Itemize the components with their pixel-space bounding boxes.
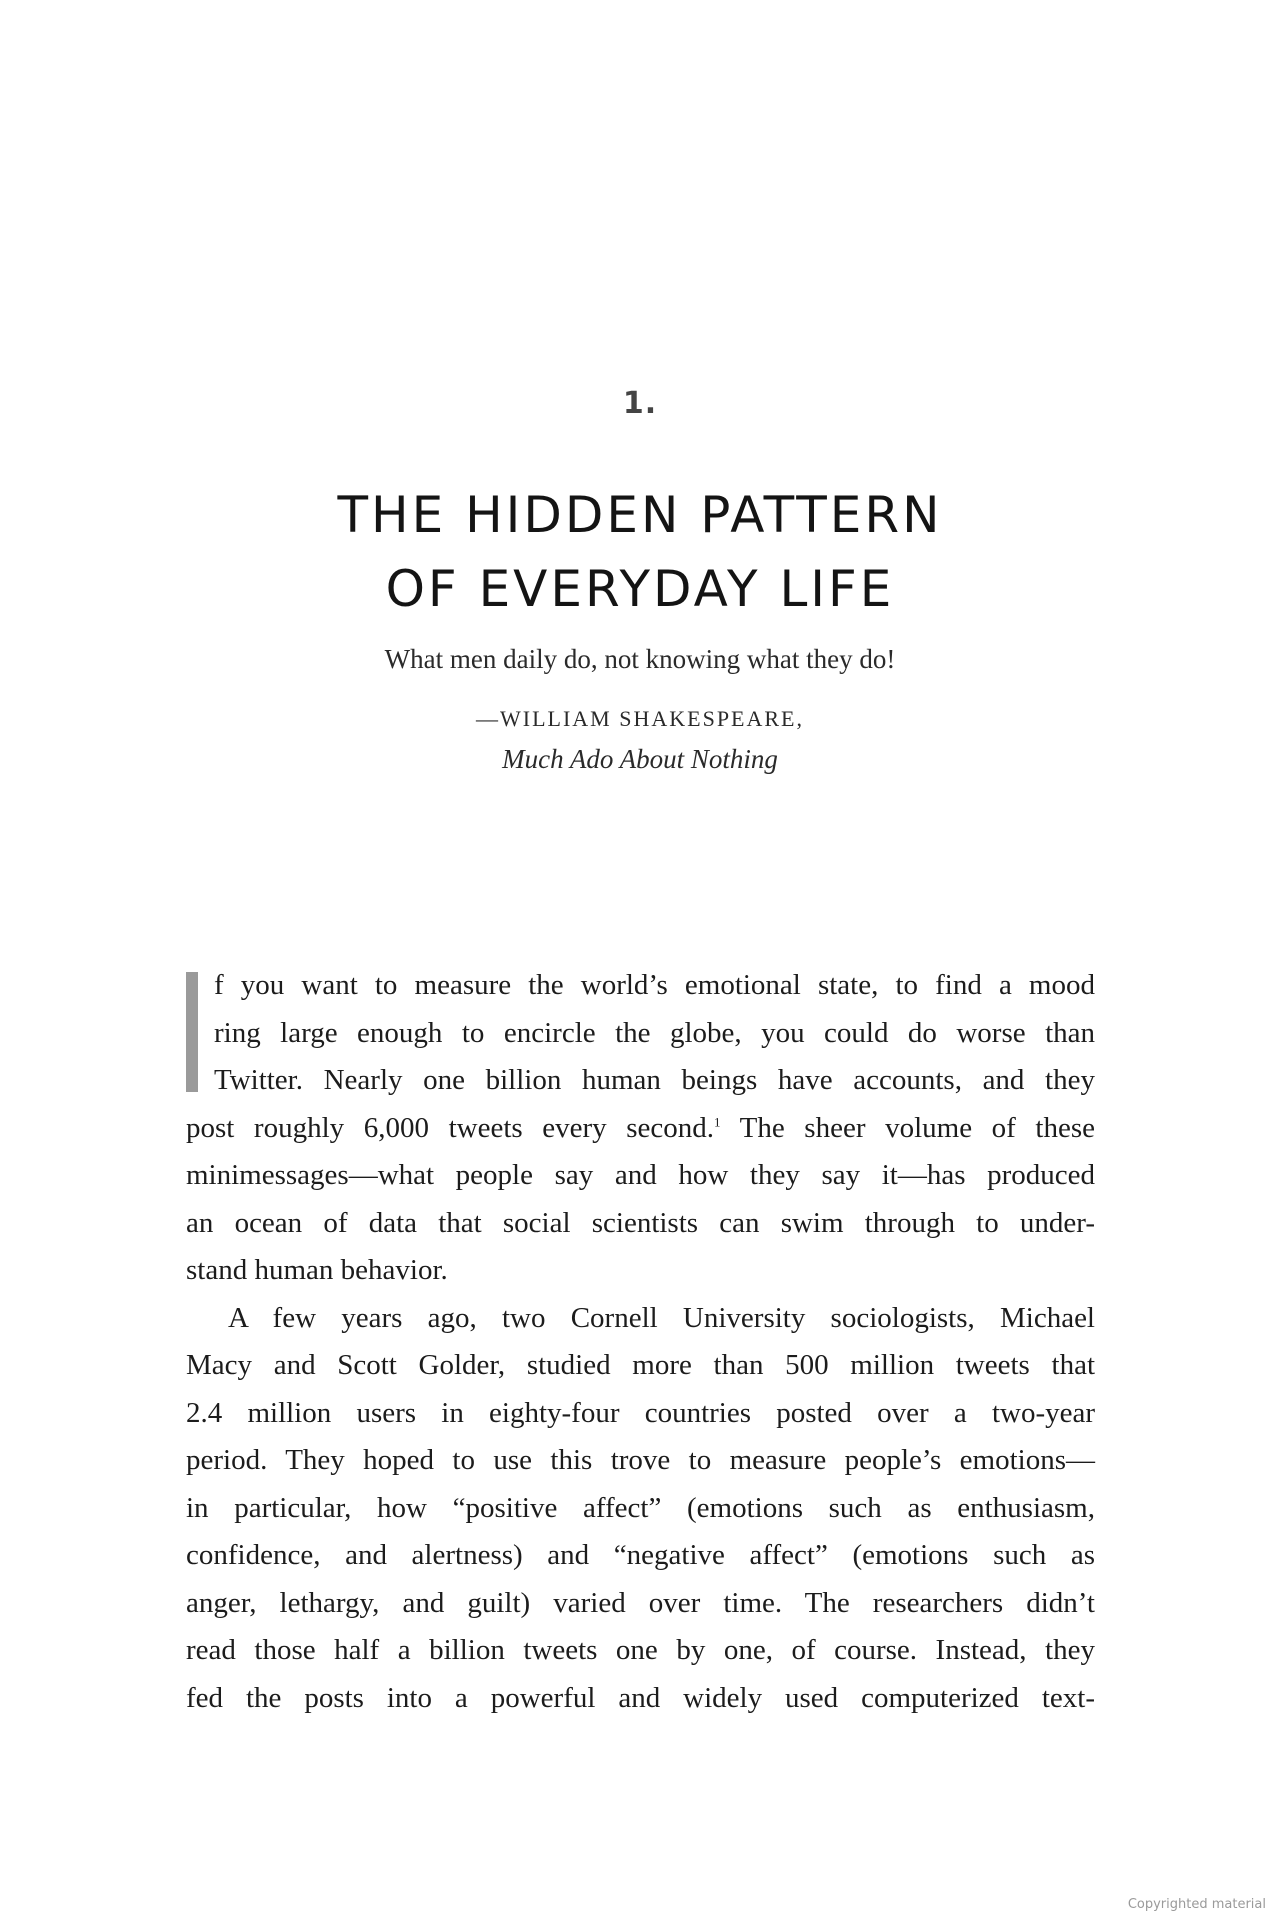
text-line: in particular, how “positive affect” (emotions such as enthusiasm, [186, 1491, 1095, 1524]
chapter-title-line-2: OF EVERYDAY LIFE [385, 560, 895, 618]
text-line: an ocean of data that social scientists can swim through to under- [186, 1206, 1095, 1239]
body-text [186, 962, 1095, 1722]
text-line: fed the posts into a powerful and widely used computerized text- [186, 1681, 1095, 1714]
text-line: anger, lethargy, and guilt) varied over time. The researchers didn’t [186, 1586, 1095, 1619]
text-line [186, 1105, 1095, 1153]
text-line: 2.4 million users in eighty-four countries posted over a two-year [186, 1396, 1095, 1429]
text-line: read those half a billion tweets one by one, of course. Instead, they [186, 1634, 1095, 1666]
chapter-title [0, 478, 1280, 626]
paragraph [186, 962, 1095, 1295]
text-line: stand human behavior. [186, 1254, 448, 1286]
text-line: f you want to measure the world’s emotional state, to find a mood [214, 969, 1095, 1001]
epigraph-quote: What men daily do, not knowing what they do! [384, 644, 896, 674]
text-line: A few years ago, two Cornell University sociologists, Michael [228, 1301, 1095, 1334]
text-line: confidence, and alertness) and “negative affect” (emotions such as [186, 1539, 1095, 1571]
text-line: Twitter. Nearly one billion human beings have accounts, and they [214, 1064, 1095, 1096]
text-segment: The sheer volume of these [720, 1111, 1095, 1144]
text-line: Macy and Scott Golder, studied more than 500 million tweets that [186, 1349, 1095, 1381]
paragraph [186, 1295, 1095, 1723]
footnote-reference[interactable]: 1 [714, 1113, 721, 1129]
text-line: ring large enough to encircle the globe, you could do worse than [214, 1016, 1095, 1049]
text-segment: post roughly 6,000 tweets every second. [186, 1111, 715, 1144]
text-line: period. They hoped to use this trove to measure people’s emotions— [186, 1444, 1095, 1476]
chapter-number: 1. [622, 386, 658, 421]
epigraph-source: Much Ado About Nothing [502, 744, 778, 774]
epigraph-attribution: —WILLIAM SHAKESPEARE, [476, 706, 804, 731]
chapter-title-line-1: THE HIDDEN PATTERN [337, 486, 943, 544]
text-line: minimessages—what people say and how they say it—has produced [186, 1159, 1095, 1191]
copyright-notice: Copyrighted material [1127, 1897, 1266, 1912]
